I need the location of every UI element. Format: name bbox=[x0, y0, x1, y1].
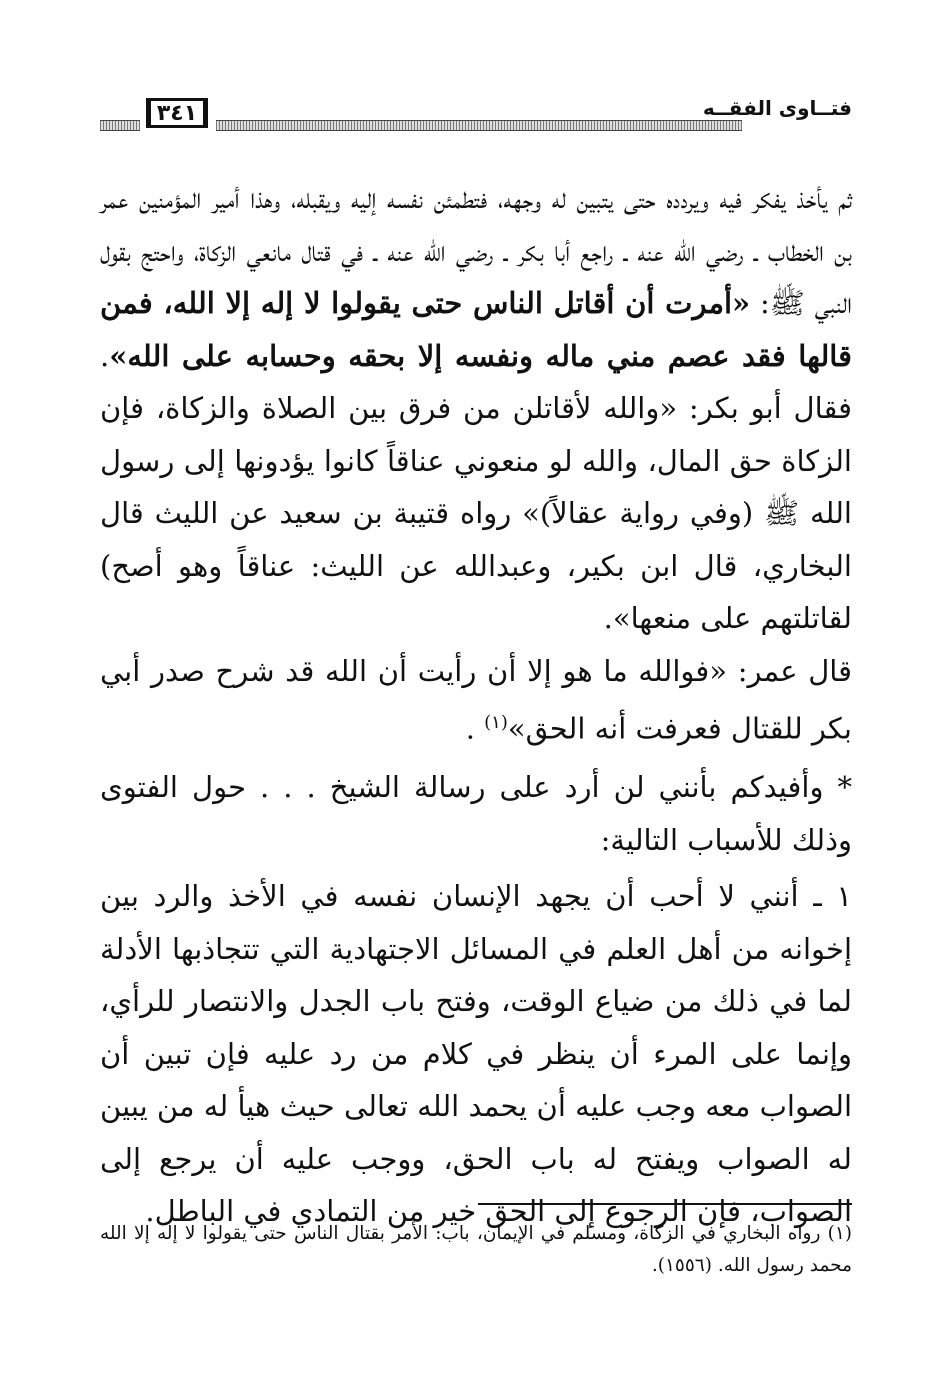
page-header bbox=[100, 92, 852, 136]
header-rule-left bbox=[100, 120, 140, 131]
main-text bbox=[100, 172, 852, 1238]
footnotes bbox=[100, 1218, 852, 1282]
paragraph-1-intro: ثم يأخذ يفكر فيه ويردده حتى يتبين له وجهه، فتطمئن نفسه إليه ويقبله، وهذا أمير المؤمنين عمر بن الخطاب ـ رضي الله عنه ـ راجع أبا بكر ـ رضي الله عنه ـ في قتال مانعي الزكاة، واحتج بقول النبي ﷺ: bbox=[100, 181, 853, 320]
paragraph-3: * وأفيدكم بأنني لن أرد على رسالة الشيخ . . . حول الفتوى وذلك للأسباب التالية: bbox=[100, 770, 852, 857]
paragraph-1 bbox=[100, 172, 852, 645]
paragraph-2-end: . bbox=[465, 711, 475, 746]
paragraph-1-rest: . فقال أبو بكر: «والله لأقاتلن من فرق بين الصلاة والزكاة، فإن الزكاة حق المال، والله لو منعوني عناقاً كانوا يؤدونها إلى رسول الله ﷺ (وفي رواية عقالاً)» رواه قتيبة بن سعيد عن الليث قال البخاري، قال ابن بكير، وعبدالله عن الليث: عناقاً وهو أصح) لقاتلتهم على منعها». bbox=[100, 338, 852, 635]
hadith-quote: «أمرت أن أقاتل الناس حتى يقولوا لا إله إلا الله، فمن قالها فقد عصم مني ماله ونفسه إلا بحقه وحسابه على الله» bbox=[100, 286, 852, 373]
paragraph-2-text: قال عمر: «فوالله ما هو إلا أن رأيت أن الله قد شرح صدر أبي بكر للقتال فعرفت أنه الحق» bbox=[100, 653, 852, 746]
footnote-1: (١) رواه البخاري في الزكاة، ومسلم في الإيمان، باب: الأمر بقتال الناس حتى يقولوا لا إله إلا الله محمد رسول الله. (١٥٥٦). bbox=[100, 1223, 852, 1276]
paragraph-2 bbox=[100, 645, 852, 756]
page-number: ٣٤١ bbox=[146, 98, 208, 128]
footnote-ref: (١) bbox=[484, 712, 508, 733]
paragraph-4: ١ ـ أنني لا أحب أن يجهد الإنسان نفسه في الأخذ والرد بين إخوانه من أهل العلم في المسائل الاجتهادية التي تتجاذبها الأدلة لما في ذلك من ضياع الوقت، وفتح باب الجدل والانتصار للرأي، وإنما على المرء أن ينظر في كلام من رد عليه فإن تبين أن الصواب معه وجب عليه أن يحمد الله تعالى حيث هيأ له من يبين له الصواب ويفتح له باب الحق، ووجب عليه أن يرجع إلى الصواب، فإن الرجوع إلى الحق خير من التمادي في الباطل. bbox=[100, 879, 852, 1229]
book-title: فتــاوى الفقــه bbox=[702, 96, 852, 120]
footnote-separator bbox=[478, 1203, 852, 1205]
header-rule bbox=[216, 120, 742, 131]
